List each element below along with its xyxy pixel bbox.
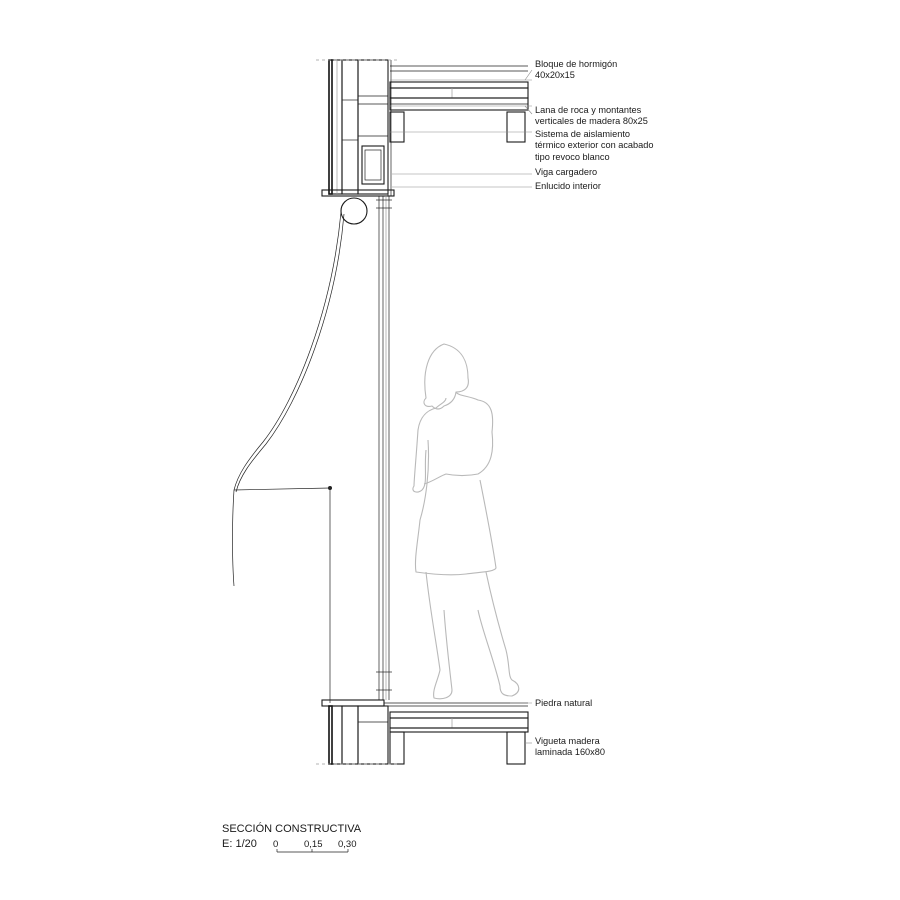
label-enlucido-interior: Enlucido interior bbox=[535, 181, 601, 191]
label-viga-cargadero: Viga cargadero bbox=[535, 167, 598, 177]
human-figure bbox=[413, 344, 519, 699]
upper-wall-section bbox=[316, 60, 528, 196]
label-sistema-aislamiento: Sistema de aislamiento térmico exterior con acabado tipo revoco blanco bbox=[535, 129, 654, 162]
label-piedra-natural: Piedra natural bbox=[535, 698, 593, 708]
drawing-title: SECCIÓN CONSTRUCTIVA bbox=[222, 823, 362, 835]
scale-tick-0: 0 bbox=[273, 839, 279, 850]
scale-tick-0-15: 0,15 bbox=[304, 839, 323, 850]
scale-label: E: 1/20 bbox=[222, 838, 257, 850]
awning bbox=[233, 198, 368, 703]
label-bloque-hormigon: Bloque de hormigón 40x20x15 bbox=[535, 59, 618, 81]
label-lana-de-roca: Lana de roca y montantes verticales de madera 80x25 bbox=[535, 105, 648, 127]
glazed-door bbox=[376, 196, 392, 700]
lower-wall-section bbox=[316, 700, 528, 764]
scale-tick-0-30: 0,30 bbox=[338, 839, 357, 850]
label-vigueta-madera: Vigueta madera laminada 160x80 bbox=[535, 736, 605, 758]
annotation-leaders bbox=[390, 70, 532, 743]
